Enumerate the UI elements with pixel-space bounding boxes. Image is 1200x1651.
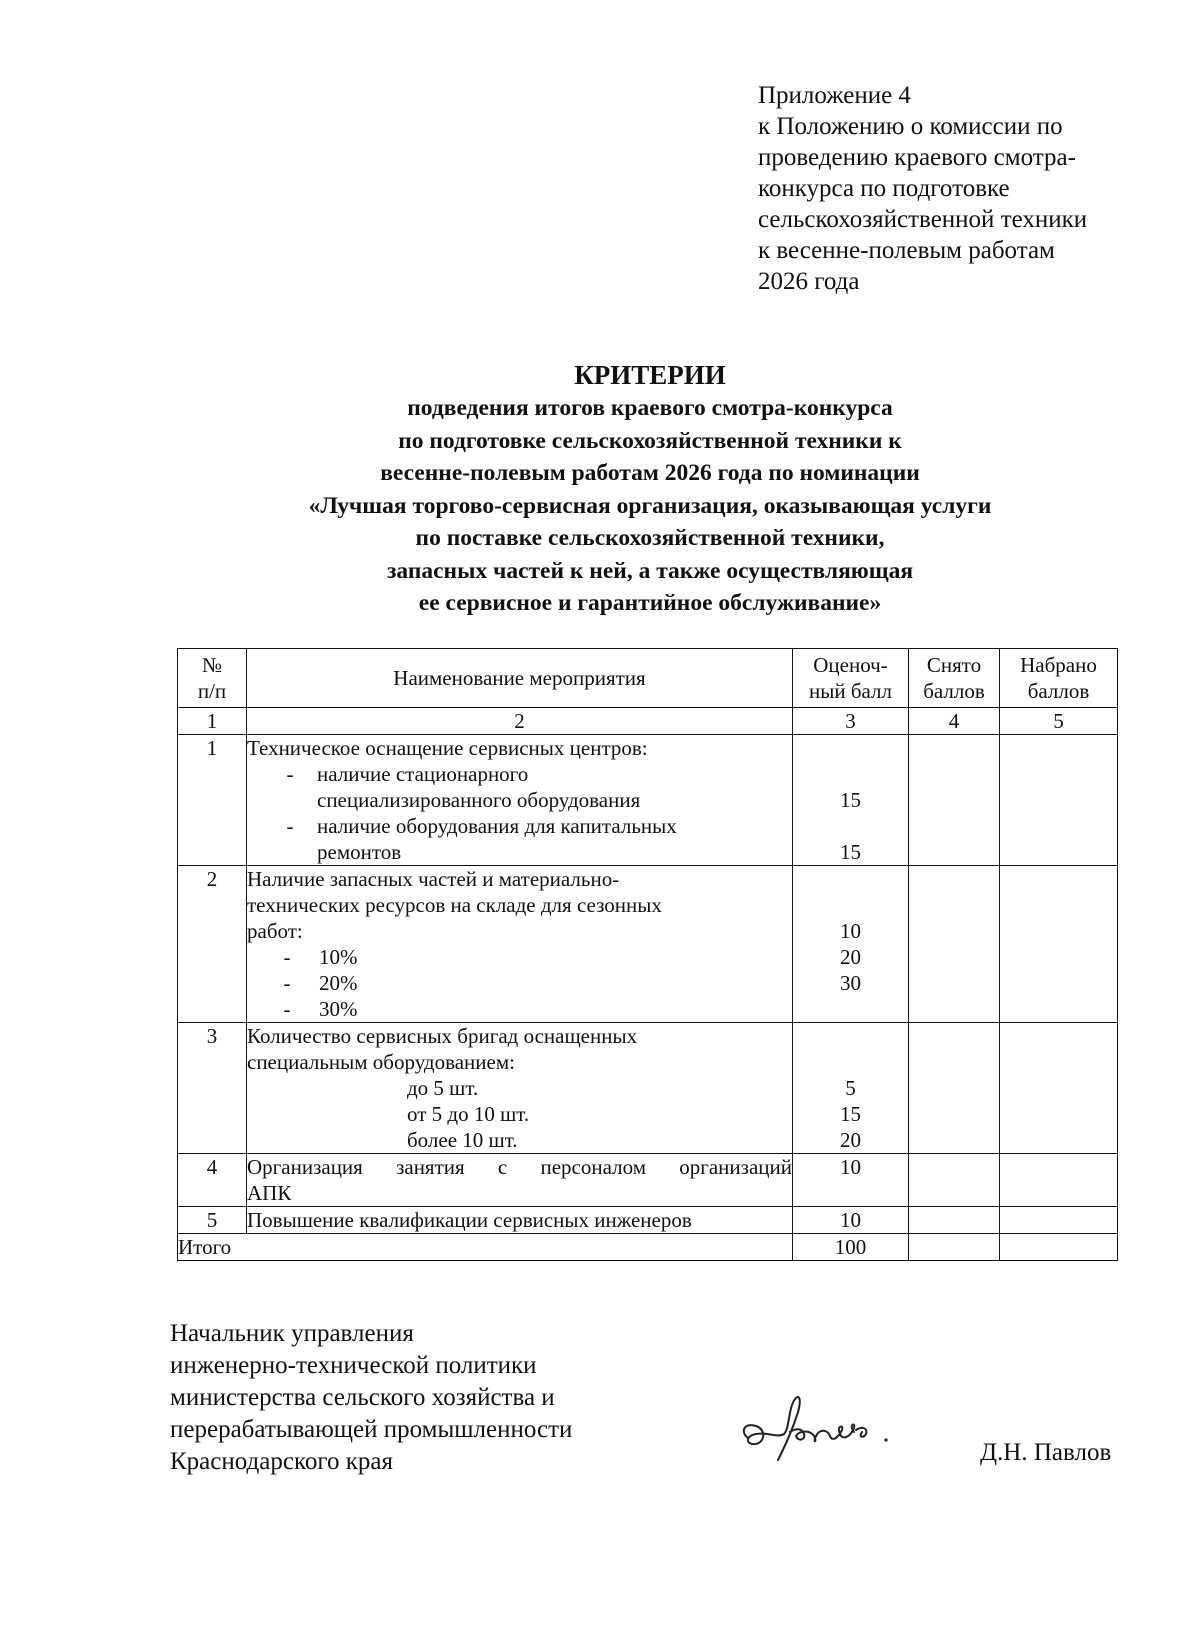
row-title-line: технических ресурсов на складе для сезонных — [247, 893, 662, 917]
list-item — [247, 996, 792, 1022]
header-num — [178, 649, 247, 708]
row-num: 1 — [178, 735, 247, 866]
signer-name: Д.Н. Павлов — [980, 1439, 1112, 1466]
score-value: 15 — [840, 840, 861, 864]
header-removed-line1: Снято — [926, 653, 982, 677]
signer-title-line: Краснодарского края — [170, 1448, 393, 1475]
signer-block — [170, 1318, 572, 1478]
table-row — [178, 1023, 1118, 1154]
column-number: 2 — [247, 708, 793, 735]
signer-title-line: министерства сельского хозяйства и — [170, 1384, 555, 1411]
total-gained — [1000, 1234, 1118, 1261]
row-removed — [909, 1023, 1000, 1154]
appendix-line: к Положению о комиссии по — [758, 113, 1063, 140]
row-score — [793, 735, 909, 866]
appendix-line: проведению краевого смотра- — [758, 144, 1076, 171]
row-title-line: специальным оборудованием: — [247, 1050, 515, 1074]
row-gained — [1000, 866, 1118, 1023]
list-item-continuation — [247, 787, 792, 813]
signer-title-line: Начальник управления — [170, 1320, 414, 1347]
list-item: более 10 шт. — [407, 1128, 518, 1152]
row-description — [247, 1154, 793, 1207]
total-label: Итого — [178, 1234, 793, 1261]
list-item: от 5 до 10 шт. — [407, 1102, 530, 1126]
row-title-line: Количество сервисных бригад оснащенных — [247, 1024, 638, 1048]
row-gained — [1000, 1207, 1118, 1234]
heading-line: запасных частей к ней, а также осуществляющая — [386, 557, 914, 584]
row-description: Повышение квалификации сервисных инженеров — [247, 1207, 793, 1234]
dash-marker: - — [283, 945, 291, 969]
column-number-row — [178, 708, 1118, 735]
row-score — [793, 1023, 909, 1154]
row-description — [247, 1023, 793, 1154]
heading-line: весенне-полевым работам 2026 года по номинации — [380, 460, 920, 486]
header-score-line2: ный балл — [809, 679, 892, 703]
list-item-continuation — [247, 839, 792, 865]
header-removed-line2: баллов — [923, 679, 985, 703]
row-num: 4 — [178, 1154, 247, 1207]
list-item — [247, 944, 792, 970]
appendix-line: конкурса по подготовке — [758, 175, 1010, 202]
list-item: до 5 шт. — [407, 1076, 479, 1100]
item-text: специализированного оборудования — [317, 788, 641, 812]
row-title-line: Организация занятия с персоналом организаций — [247, 1155, 792, 1179]
score-value: 20 — [840, 945, 861, 969]
table-row — [178, 735, 1118, 866]
column-number: 1 — [178, 708, 247, 735]
row-title-line: АПК — [247, 1181, 292, 1205]
column-number: 5 — [1000, 708, 1118, 735]
heading-line: «Лучшая торгово-сервисная организация, оказывающая услуги — [308, 492, 992, 519]
header-name: Наименование мероприятия — [247, 649, 793, 708]
header-score — [793, 649, 909, 708]
column-number: 4 — [909, 708, 1000, 735]
row-gained — [1000, 1023, 1118, 1154]
total-row — [178, 1234, 1118, 1261]
header-gained — [1000, 649, 1118, 708]
row-score: 10 — [793, 1154, 909, 1207]
score-value: 20 — [840, 1128, 861, 1152]
appendix-line: сельскохозяйственной техники — [758, 206, 1088, 233]
table-row — [178, 1207, 1118, 1234]
row-removed — [909, 1154, 1000, 1207]
row-num: 3 — [178, 1023, 247, 1154]
appendix-line: к весенне-полевым работам — [758, 237, 1055, 264]
header-num-line1: № — [201, 653, 223, 677]
row-num: 5 — [178, 1207, 247, 1234]
row-gained — [1000, 735, 1118, 866]
appendix-block — [758, 80, 1178, 297]
row-gained — [1000, 1154, 1118, 1207]
row-score: 10 — [793, 1207, 909, 1234]
score-value: 10 — [840, 919, 861, 943]
heading-line: по поставке сельскохозяйственной техники, — [415, 525, 885, 551]
item-text: ремонтов — [317, 840, 402, 864]
dash-marker: - — [286, 814, 294, 838]
handwritten-signature — [738, 1388, 898, 1468]
list-item — [247, 761, 792, 787]
row-removed — [909, 866, 1000, 1023]
score-value: 30 — [840, 971, 861, 995]
row-title-line: Наличие запасных частей и материально- — [247, 867, 620, 891]
table-row — [178, 866, 1118, 1023]
total-removed — [909, 1234, 1000, 1261]
row-removed — [909, 735, 1000, 866]
item-text: 30% — [319, 997, 358, 1021]
heading-line: подведения итогов краевого смотра-конкурса — [407, 395, 893, 421]
list-item — [247, 970, 792, 996]
item-text: 10% — [319, 945, 358, 969]
signer-title-line: перерабатывающей промышленности — [170, 1416, 573, 1443]
header-num-line2: п/п — [197, 679, 227, 703]
dash-marker: - — [286, 762, 294, 786]
row-description — [247, 866, 793, 1023]
item-text: наличие стационарного — [317, 762, 529, 786]
appendix-line: Приложение 4 — [758, 82, 911, 109]
heading-line: ее сервисное и гарантийное обслуживание» — [418, 590, 882, 616]
score-value: 15 — [840, 1102, 861, 1126]
item-text: 20% — [319, 971, 358, 995]
criteria-table — [177, 648, 1118, 1261]
table-header-row — [178, 649, 1118, 708]
header-removed — [909, 649, 1000, 708]
appendix-line: 2026 года — [758, 268, 860, 295]
column-number: 3 — [793, 708, 909, 735]
heading-line: по подготовке сельскохозяйственной техники к — [398, 427, 902, 454]
total-score: 100 — [793, 1234, 909, 1261]
row-title: Техническое оснащение сервисных центров: — [247, 736, 648, 760]
row-removed — [909, 1207, 1000, 1234]
item-text: наличие оборудования для капитальных — [317, 814, 677, 838]
list-item — [247, 813, 792, 839]
dash-marker: - — [283, 997, 291, 1021]
header-score-line1: Оценоч- — [813, 653, 888, 677]
row-title-line: работ: — [247, 919, 303, 943]
document-heading — [140, 358, 1160, 620]
row-description — [247, 735, 793, 866]
score-value: 5 — [845, 1076, 856, 1100]
document-title: КРИТЕРИИ — [574, 360, 726, 390]
row-score — [793, 866, 909, 1023]
row-num: 2 — [178, 866, 247, 1023]
header-gained-line2: баллов — [1027, 679, 1090, 703]
header-gained-line1: Набрано — [1020, 653, 1097, 677]
table-row — [178, 1154, 1118, 1207]
dash-marker: - — [283, 971, 291, 995]
signer-title-line: инженерно-технической политики — [170, 1352, 537, 1379]
score-value: 15 — [840, 788, 861, 812]
